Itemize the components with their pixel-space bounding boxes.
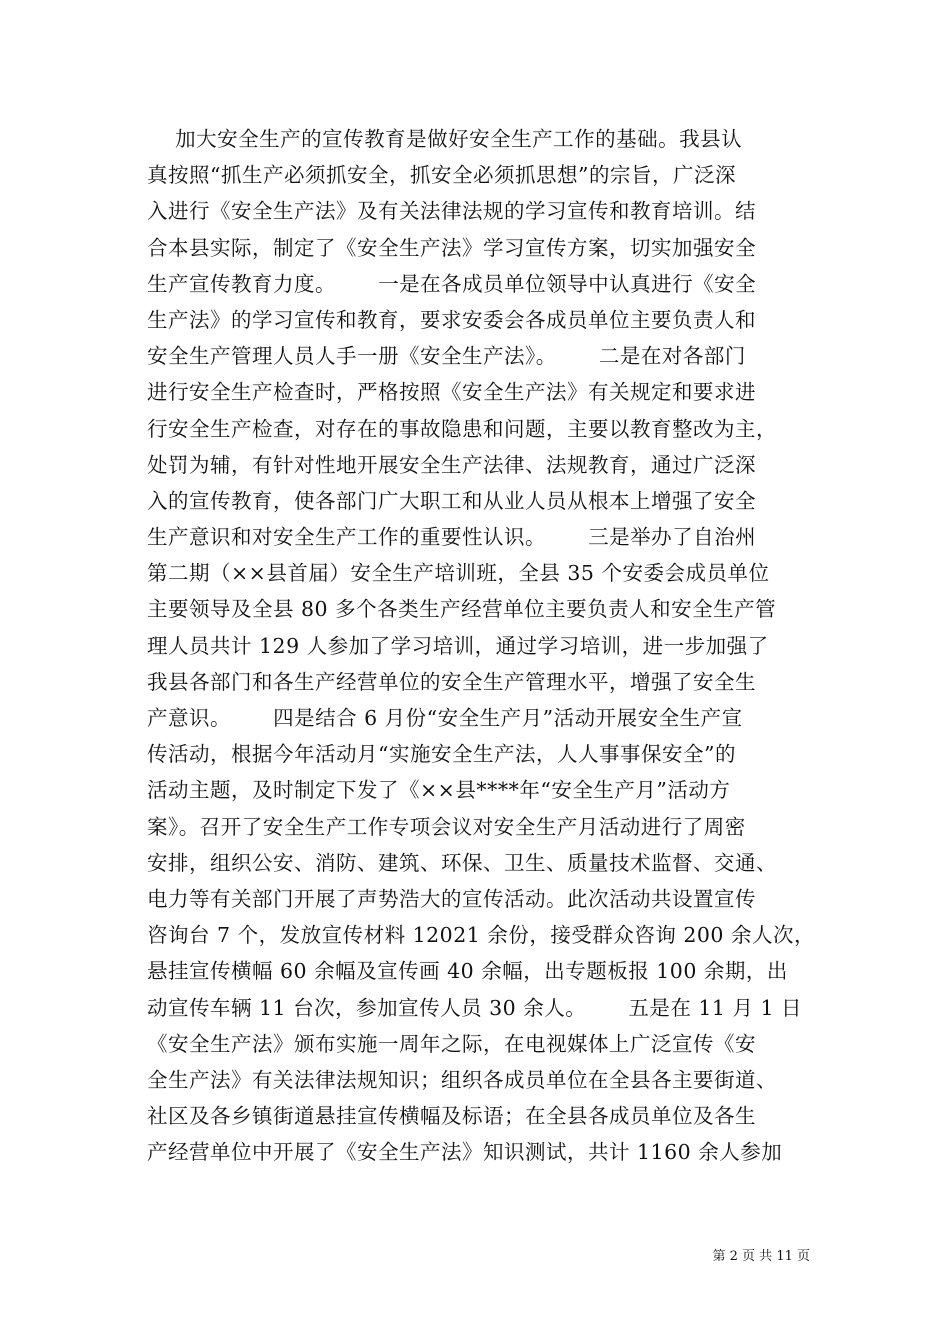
page-number: 第 2 页 共 11 页	[712, 1249, 810, 1264]
text-line: 全生产法》有关法律法规知识；组织各成员单位在全县各主要街道、	[147, 1067, 777, 1092]
text-line: 电力等有关部门开展了声势浩大的宣传活动。此次活动共设置宣传	[147, 886, 756, 911]
text-line: 产意识。 四是结合 6 月份“安全生产月”活动开展安全生产宣	[147, 706, 743, 730]
text-line: 理人员共计 129 人参加了学习培训，通过学习培训，进一步加强了	[147, 633, 769, 658]
text-line: 活动主题，及时制定下发了《××县****年“安全生产月”活动方	[147, 778, 731, 803]
text-line: 第二期（××县首届）安全生产培训班，全县 35 个安委会成员单位	[147, 561, 770, 586]
text-line: 生产法》的学习宣传和教育，要求安委会各成员单位主要负责人和	[147, 307, 756, 332]
text-line: 传活动，根据今年活动月“实施安全生产法，人人事事保安全”的	[147, 742, 736, 767]
text-line: 我县各部门和各生产经营单位的安全生产管理水平，增强了安全生	[147, 669, 756, 694]
text-line: 合本县实际，制定了《安全生产法》学习宣传方案，切实加强安全	[147, 235, 756, 260]
text-line: 社区及各乡镇街道悬挂宣传横幅及标语；在全县各成员单位及各生	[147, 1104, 756, 1129]
text-line: 主要领导及全县 80 多个各类生产经营单位主要负责人和安全生产管	[147, 597, 777, 622]
text-line: 生产意识和对安全生产工作的重要性认识。 三是举办了自治州	[147, 525, 757, 550]
text-line: 安全生产管理人员人手一册《安全生产法》。 二是在对各部门	[147, 344, 746, 369]
text-line: 生产宣传教育力度。 一是在各成员单位领导中认真进行《安全	[147, 271, 757, 296]
text-line: 咨询台 7 个，发放宣传材料 12021 余份，接受群众咨询 200 余人次，	[147, 923, 815, 948]
text-line: 《安全生产法》颁布实施一周年之际，在电视媒体上广泛宣传《安	[147, 1031, 756, 1056]
text-line: 处罚为辅，有针对性地开展安全生产法律、法规教育，通过广泛深	[147, 452, 756, 477]
text-line: 入进行《安全生产法》及有关法律法规的学习宣传和教育培训。结	[147, 199, 756, 224]
text-line: 案》。召开了安全生产工作专项会议对安全生产月活动进行了周密	[147, 814, 746, 839]
text-line: 加大安全生产的宣传教育是做好安全生产工作的基础。我县认	[147, 127, 743, 151]
text-line: 安排，组织公安、消防、建筑、环保、卫生、质量技术监督、交通、	[147, 850, 777, 875]
text-line: 真按照“抓生产必须抓安全，抓安全必须抓思想”的宗旨，广泛深	[147, 163, 736, 188]
text-line: 悬挂宣传横幅 60 余幅及宣传画 40 余幅，出专题板报 100 余期，出	[147, 959, 788, 984]
text-line: 动宣传车辆 11 台次，参加宣传人员 30 余人。 五是在 11 月 1 日	[147, 995, 803, 1020]
text-line: 产经营单位中开展了《安全生产法》知识测试，共计 1160 余人参加	[147, 1140, 783, 1165]
body-paragraph	[147, 121, 815, 1170]
text-line: 行安全生产检查，对存在的事故隐患和问题，主要以教育整改为主，	[147, 416, 777, 441]
text-line: 进行安全生产检查时，严格按照《安全生产法》有关规定和要求进	[147, 380, 756, 405]
text-line: 入的宣传教育，使各部门广大职工和从业人员从根本上增强了安全	[147, 488, 756, 513]
